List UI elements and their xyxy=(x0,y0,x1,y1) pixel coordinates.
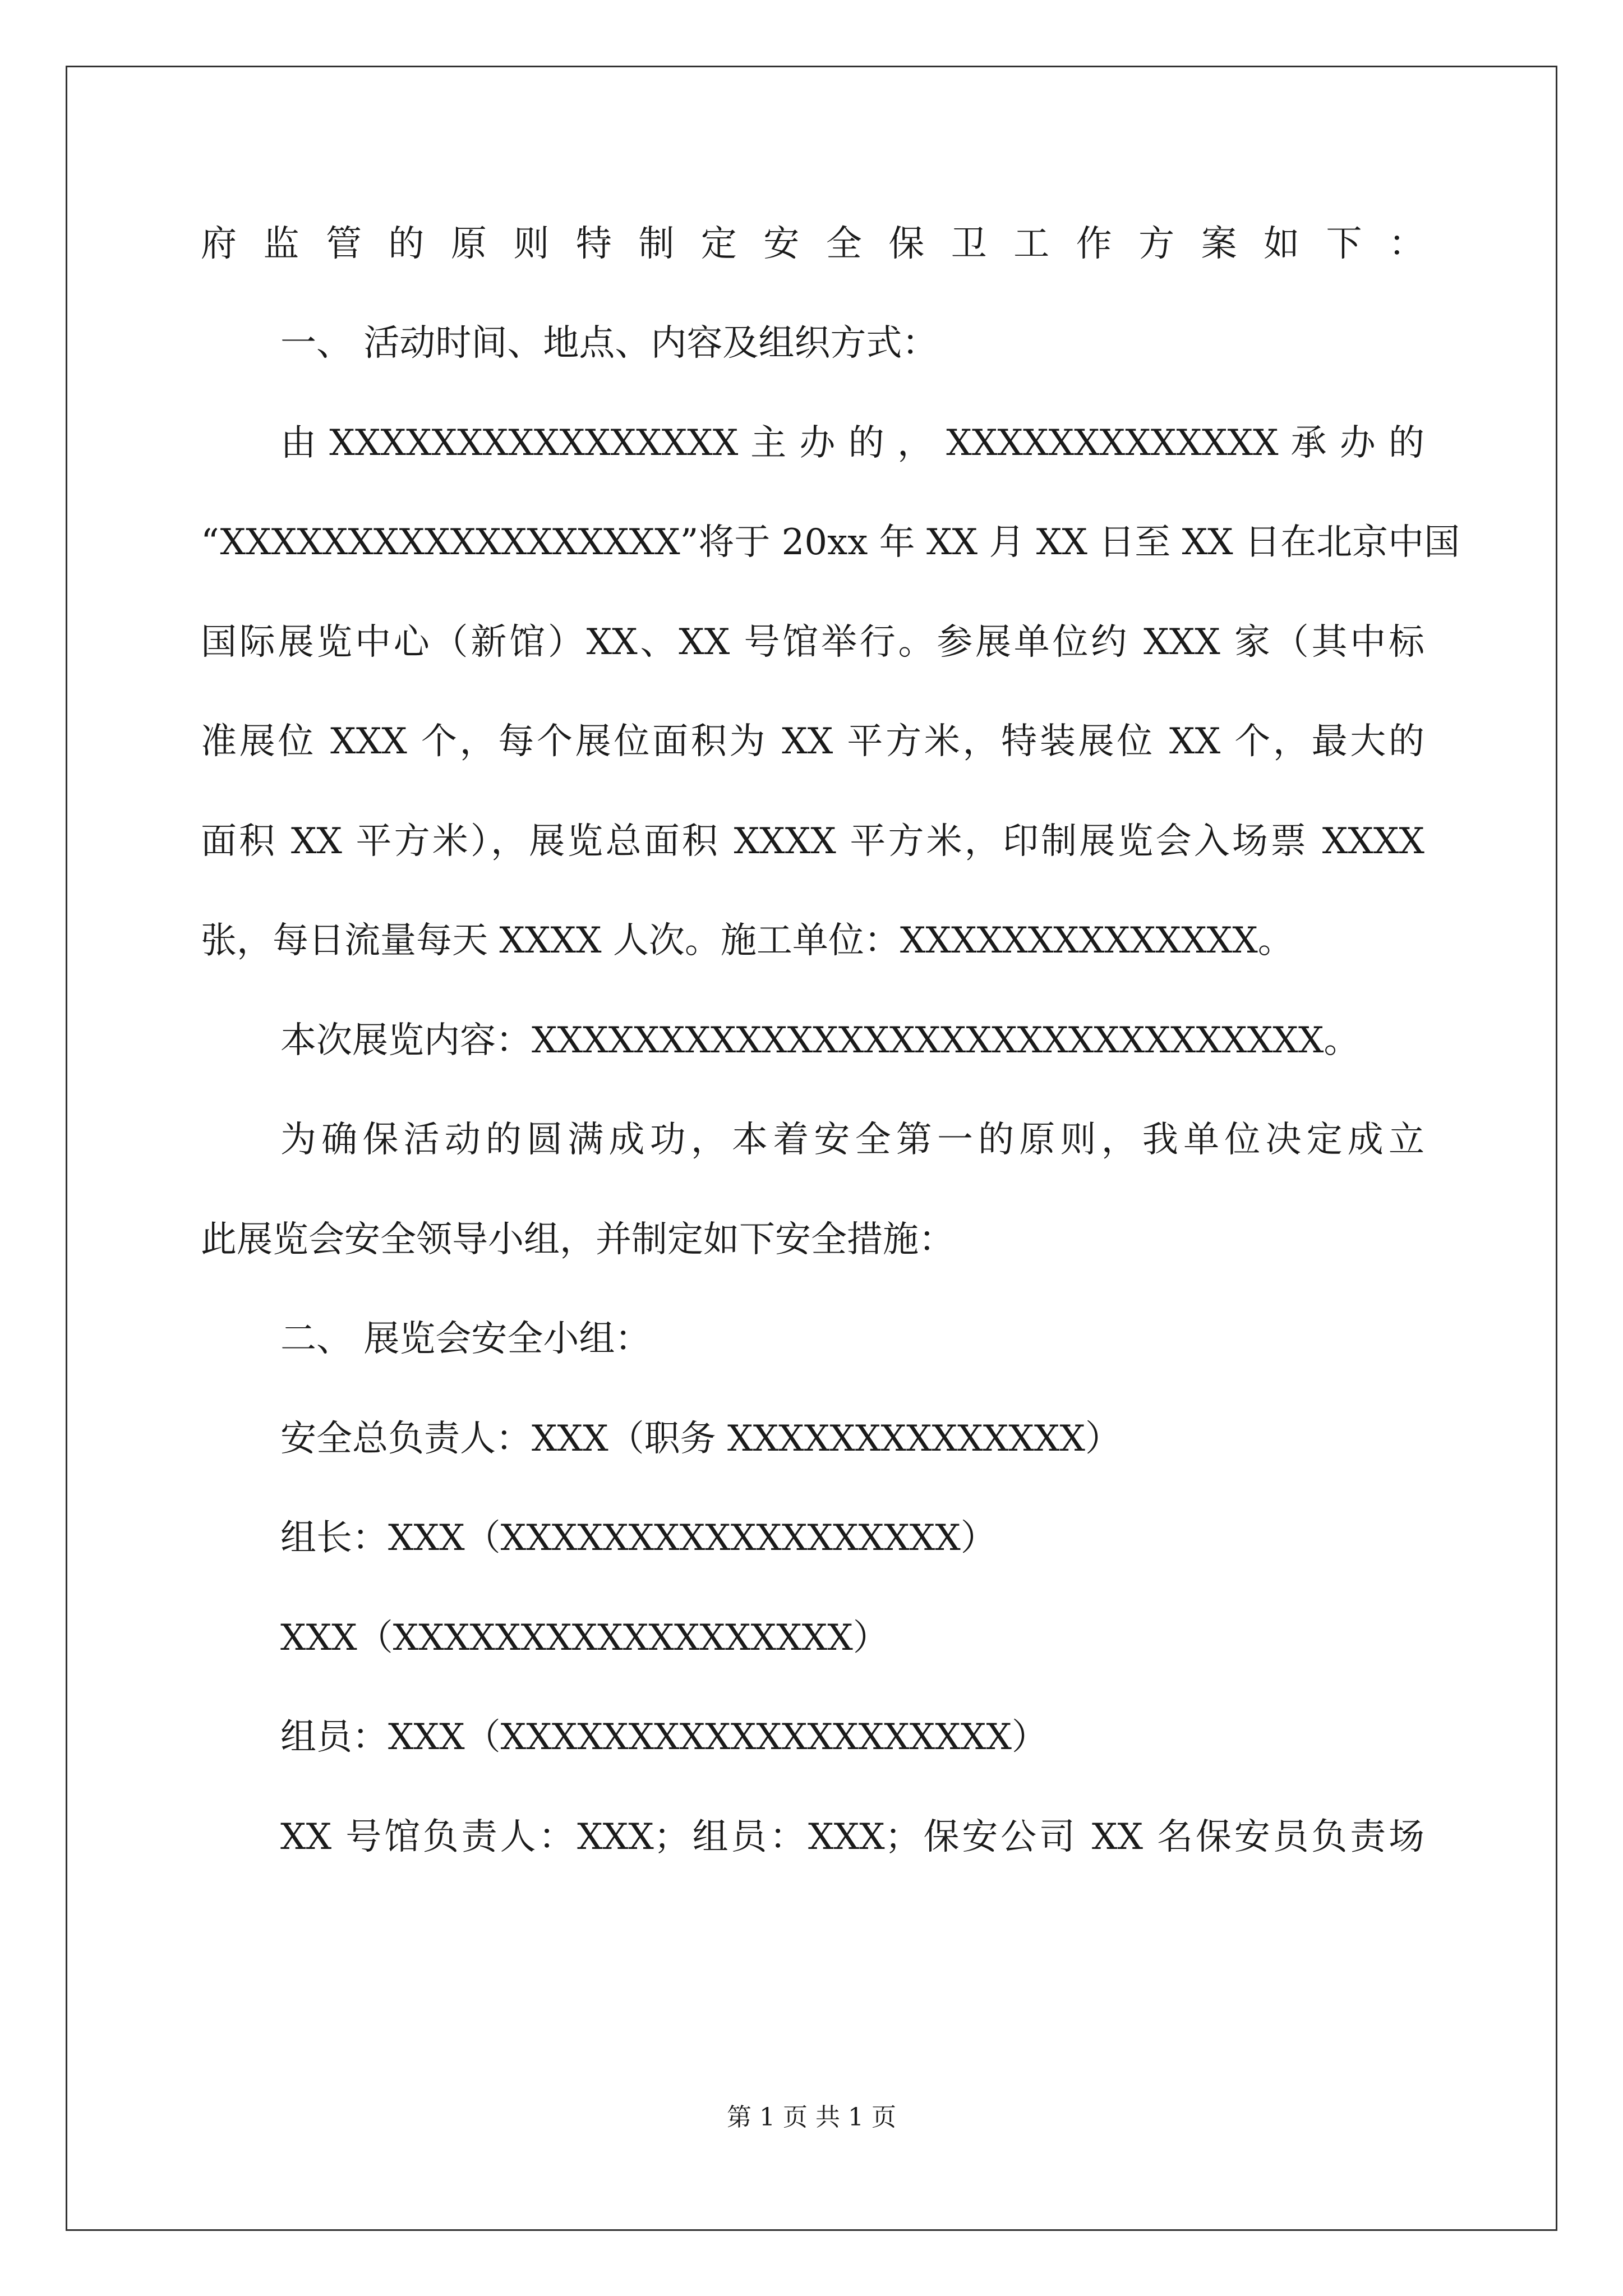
paragraph-line: 张，每日流量每天 XXXX 人次。施工单位：XXXXXXXXXXXXXX。 xyxy=(201,920,1294,961)
paragraph-line: 国际展览中心（新馆）XX、XX 号馆举行。参展单位约 XXX 家（其中标 xyxy=(201,622,1424,663)
paragraph-line: 组员：XXX（XXXXXXXXXXXXXXXXXXXX） xyxy=(280,1717,1048,1758)
section-heading: 二、 展览会安全小组： xyxy=(280,1318,651,1360)
paragraph-line: “XXXXXXXXXXXXXXXXXX”将于 20xx 年 XX 月 XX 日至 XX 日在北京中国 xyxy=(201,522,1460,563)
paragraph-line: 组长：XXX（XXXXXXXXXXXXXXXXXX） xyxy=(280,1517,997,1559)
section-heading: 一、 活动时间、地点、内容及组织方式： xyxy=(280,323,938,364)
paragraph-line: 此展览会安全领导小组，并制定如下安全措施： xyxy=(201,1219,955,1260)
paragraph-line: 准展位 XXX 个，每个展位面积为 XX 平方米，特装展位 XX 个，最大的 xyxy=(201,721,1424,762)
paragraph-line: 府监管的原则特制定安全保卫工作方案如下： xyxy=(201,223,1424,265)
paragraph-line: 安全总负责人：XXX（职务 XXXXXXXXXXXXXX） xyxy=(280,1418,1121,1460)
page-number-footer: 第 1 页 共 1 页 xyxy=(727,2103,896,2132)
paragraph-line: 本次展览内容：XXXXXXXXXXXXXXXXXXXXXXXXXXXXXXX。 xyxy=(280,1020,1360,1061)
paragraph-line: 面积 XX 平方米），展览总面积 XXXX 平方米，印制展览会入场票 XXXX xyxy=(201,821,1424,862)
paragraph-line: XX 号馆负责人：XXX；组员：XXX；保安公司 XX 名保安员负责场 xyxy=(280,1816,1424,1858)
paragraph-line: 为确保活动的圆满成功，本着安全第一的原则，我单位决定成立 xyxy=(280,1119,1424,1161)
paragraph-line: XXX（XXXXXXXXXXXXXXXXXX） xyxy=(280,1617,889,1659)
paragraph-line: 由 XXXXXXXXXXXXXXXX 主 办 的 ， XXXXXXXXXXXXX 承 办 的 xyxy=(280,422,1424,464)
